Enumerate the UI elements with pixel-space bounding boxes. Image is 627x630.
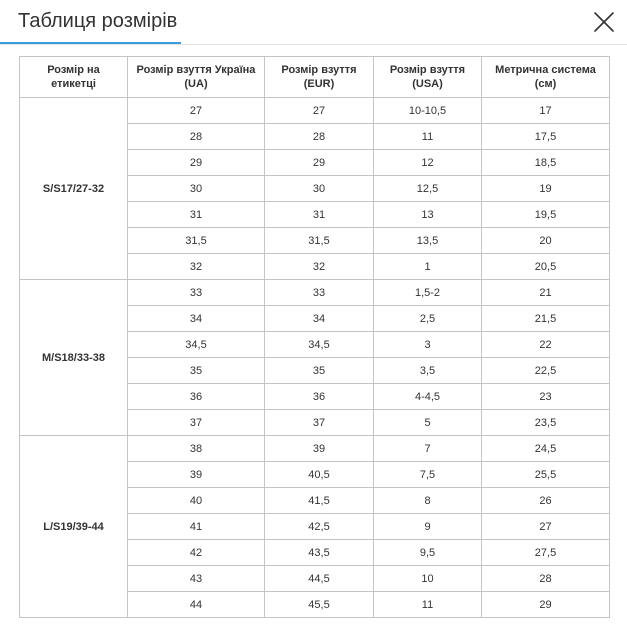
cell-usa: 12 [374, 150, 482, 176]
cell-usa: 3,5 [374, 358, 482, 384]
cell-eur: 34 [265, 306, 374, 332]
cell-ua: 34 [128, 306, 265, 332]
table-header [20, 57, 610, 98]
cell-ua: 27 [128, 98, 265, 124]
cell-usa: 9 [374, 514, 482, 540]
cell-usa: 10 [374, 566, 482, 592]
cell-ua: 39 [128, 462, 265, 488]
cell-metric: 25,5 [482, 462, 610, 488]
cell-metric: 17,5 [482, 124, 610, 150]
cell-eur: 33 [265, 280, 374, 306]
modal-title: Таблиця розмірів [18, 10, 178, 32]
table-row [20, 436, 610, 462]
cell-ua: 30 [128, 176, 265, 202]
cell-metric: 29 [482, 592, 610, 618]
cell-usa: 7 [374, 436, 482, 462]
cell-usa: 13 [374, 202, 482, 228]
cell-ua: 29 [128, 150, 265, 176]
cell-eur: 35 [265, 358, 374, 384]
cell-eur: 30 [265, 176, 374, 202]
cell-ua: 38 [128, 436, 265, 462]
cell-eur: 37 [265, 410, 374, 436]
header-usa: Розмір взуття (USA) [374, 57, 482, 98]
cell-metric: 17 [482, 98, 610, 124]
cell-metric: 22,5 [482, 358, 610, 384]
modal-header [0, 0, 627, 45]
cell-eur: 27 [265, 98, 374, 124]
cell-eur: 28 [265, 124, 374, 150]
header-eur: Розмір взуття (EUR) [265, 57, 374, 98]
cell-eur: 34,5 [265, 332, 374, 358]
cell-usa: 3 [374, 332, 482, 358]
cell-usa: 13,5 [374, 228, 482, 254]
cell-eur: 36 [265, 384, 374, 410]
table-row [20, 280, 610, 306]
cell-ua: 43 [128, 566, 265, 592]
title-underline [0, 42, 181, 44]
cell-metric: 21,5 [482, 306, 610, 332]
cell-usa: 5 [374, 410, 482, 436]
cell-ua: 42 [128, 540, 265, 566]
cell-ua: 36 [128, 384, 265, 410]
header-ua: Розмір взуття Україна (UA) [128, 57, 265, 98]
cell-ua: 44 [128, 592, 265, 618]
cell-metric: 24,5 [482, 436, 610, 462]
cell-metric: 27 [482, 514, 610, 540]
cell-usa: 10-10,5 [374, 98, 482, 124]
cell-ua: 37 [128, 410, 265, 436]
cell-metric: 20,5 [482, 254, 610, 280]
cell-usa: 2,5 [374, 306, 482, 332]
cell-eur: 31 [265, 202, 374, 228]
size-label-cell: S/S17/27-32 [20, 98, 128, 280]
cell-eur: 42,5 [265, 514, 374, 540]
cell-ua: 32 [128, 254, 265, 280]
cell-eur: 45,5 [265, 592, 374, 618]
cell-usa: 8 [374, 488, 482, 514]
cell-metric: 27,5 [482, 540, 610, 566]
cell-metric: 20 [482, 228, 610, 254]
size-table [19, 56, 610, 618]
cell-usa: 4-4,5 [374, 384, 482, 410]
cell-metric: 19,5 [482, 202, 610, 228]
cell-ua: 28 [128, 124, 265, 150]
cell-metric: 18,5 [482, 150, 610, 176]
cell-metric: 22 [482, 332, 610, 358]
header-metric: Метрична система (см) [482, 57, 610, 98]
cell-metric: 23,5 [482, 410, 610, 436]
close-button[interactable] [590, 8, 618, 36]
cell-eur: 41,5 [265, 488, 374, 514]
cell-eur: 32 [265, 254, 374, 280]
cell-ua: 31 [128, 202, 265, 228]
cell-usa: 7,5 [374, 462, 482, 488]
table-body [20, 98, 610, 618]
cell-ua: 35 [128, 358, 265, 384]
cell-eur: 44,5 [265, 566, 374, 592]
cell-eur: 39 [265, 436, 374, 462]
cell-usa: 1,5-2 [374, 280, 482, 306]
close-icon [590, 8, 618, 36]
cell-usa: 12,5 [374, 176, 482, 202]
cell-eur: 40,5 [265, 462, 374, 488]
cell-metric: 19 [482, 176, 610, 202]
cell-eur: 29 [265, 150, 374, 176]
cell-usa: 11 [374, 592, 482, 618]
cell-ua: 33 [128, 280, 265, 306]
header-row [20, 57, 610, 98]
cell-ua: 40 [128, 488, 265, 514]
cell-usa: 1 [374, 254, 482, 280]
cell-metric: 21 [482, 280, 610, 306]
cell-metric: 26 [482, 488, 610, 514]
size-label-cell: M/S18/33-38 [20, 280, 128, 436]
table-row [20, 98, 610, 124]
size-label-cell: L/S19/39-44 [20, 436, 128, 618]
header-label: Розмір на етикетці [20, 57, 128, 98]
cell-eur: 31,5 [265, 228, 374, 254]
cell-usa: 11 [374, 124, 482, 150]
cell-usa: 9,5 [374, 540, 482, 566]
cell-eur: 43,5 [265, 540, 374, 566]
cell-ua: 41 [128, 514, 265, 540]
cell-ua: 34,5 [128, 332, 265, 358]
cell-metric: 23 [482, 384, 610, 410]
cell-metric: 28 [482, 566, 610, 592]
cell-ua: 31,5 [128, 228, 265, 254]
